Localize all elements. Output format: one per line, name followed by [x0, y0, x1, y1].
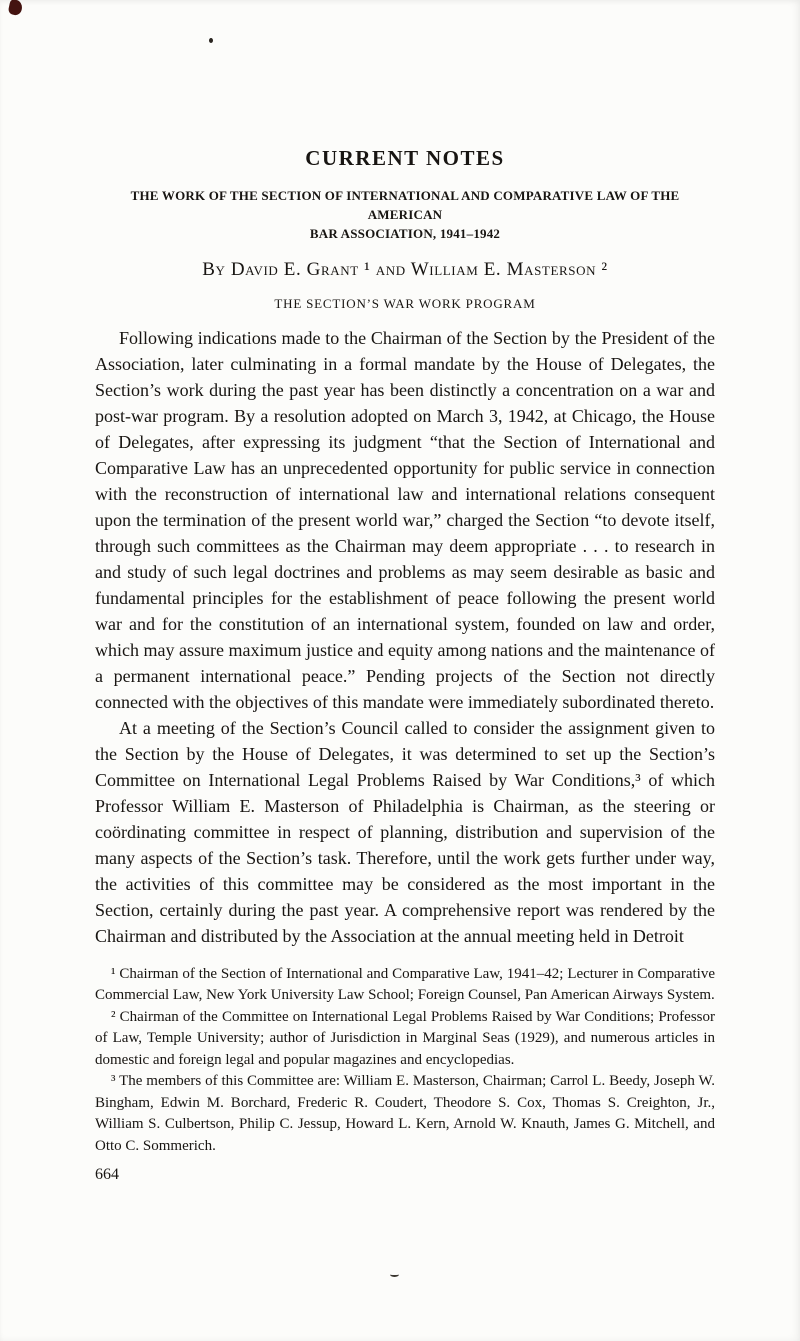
article-heading — [95, 187, 715, 244]
scan-artifact-corner — [8, 0, 24, 16]
article-heading-line-1: THE WORK OF THE SECTION OF INTERNATIONAL AND COMPARATIVE LAW OF THE AMERICAN — [130, 188, 680, 222]
body-paragraph: At a meeting of the Section’s Council called to consider the assignment given to the Section by the House of Delegates, it was determined to set up the Section’s Committee on International Legal Problems Raised by War Conditions,³ of which Professor William E. Masterson of Philadelphia is Chairman, as the steering or coördinating committee in respect of planning, distribution and supervision of the many aspects of the Section’s task. Therefore, until the work gets further under way, the activities of this committee may be considered as the most important in the Section, certainly during the past year. A comprehensive report was rendered by the Chairman and distributed by the Association at the annual meeting held in Detroit — [95, 717, 715, 946]
body-paragraph: Following indications made to the Chairman of the Section by the President of the Association, later culminating in a formal mandate by the House of Delegates, the Section’s work during the past year has been distinctly a concentration on a war and post-war program. By a resolution adopted on March 3, 1942, at Chicago, the House of Delegates, after expressing its judgment “that the Section of International and Comparative Law has an unprecedented opportunity for public service in connection with the reconstruction of international law and international relations consequent upon the termination of the present world war,” charged the Section “to devote itself, through such committees as the Chairman may deem appropriate . . . to research in and study of such legal doctrines and problems as may seem desirable as basic and fundamental principles for the establishment of peace following the present world war and for the constitution of an international system, founded on law and order, which may assure maximum justice and equity among nations and the maintenance of a permanent international peace.” Pending projects of the Section not directly connected with the objectives of this mandate were immediately subordinated thereto. — [95, 327, 715, 712]
article — [95, 146, 715, 1184]
scan-artifact-breve — [390, 1272, 399, 1277]
page-number: 664 — [95, 1166, 119, 1184]
footnote-2: ² Chairman of the Committee on International Legal Problems Raised by War Conditions; Professor of Law, Temple University; author of Jurisdiction in Marginal Seas (1929), and numerous articles in domestic and foreign legal and popular magazines and encyclopedias. — [95, 1008, 715, 1068]
byline: By David E. Grant ¹ and William E. Masterson ² — [202, 258, 608, 280]
footnote-3: ³ The members of this Committee are: William E. Masterson, Chairman; Carrol L. Beedy, Joseph W. Bingham, Edwin M. Borchard, Frederic R. Coudert, Theodore S. Cox, Thomas S. Creighton, Jr., William S. Culbertson, Philip C. Jessup, Howard L. Kern, Arnold W. Knauth, James G. Mitchell, and Otto C. Sommerich. — [95, 1073, 715, 1154]
page-title: CURRENT NOTES — [305, 146, 505, 170]
footnote-1: ¹ Chairman of the Section of International and Comparative Law, 1941–42; Lecturer in Comparative Commercial Law, New York University Law School; Foreign Counsel, Pan American Airways System. — [95, 965, 715, 1004]
footnotes — [95, 964, 715, 1158]
scan-artifact-dot — [209, 38, 213, 43]
article-heading-line-2: BAR ASSOCIATION, 1941–1942 — [309, 225, 501, 241]
section-subheading: THE SECTION’S WAR WORK PROGRAM — [274, 295, 536, 311]
